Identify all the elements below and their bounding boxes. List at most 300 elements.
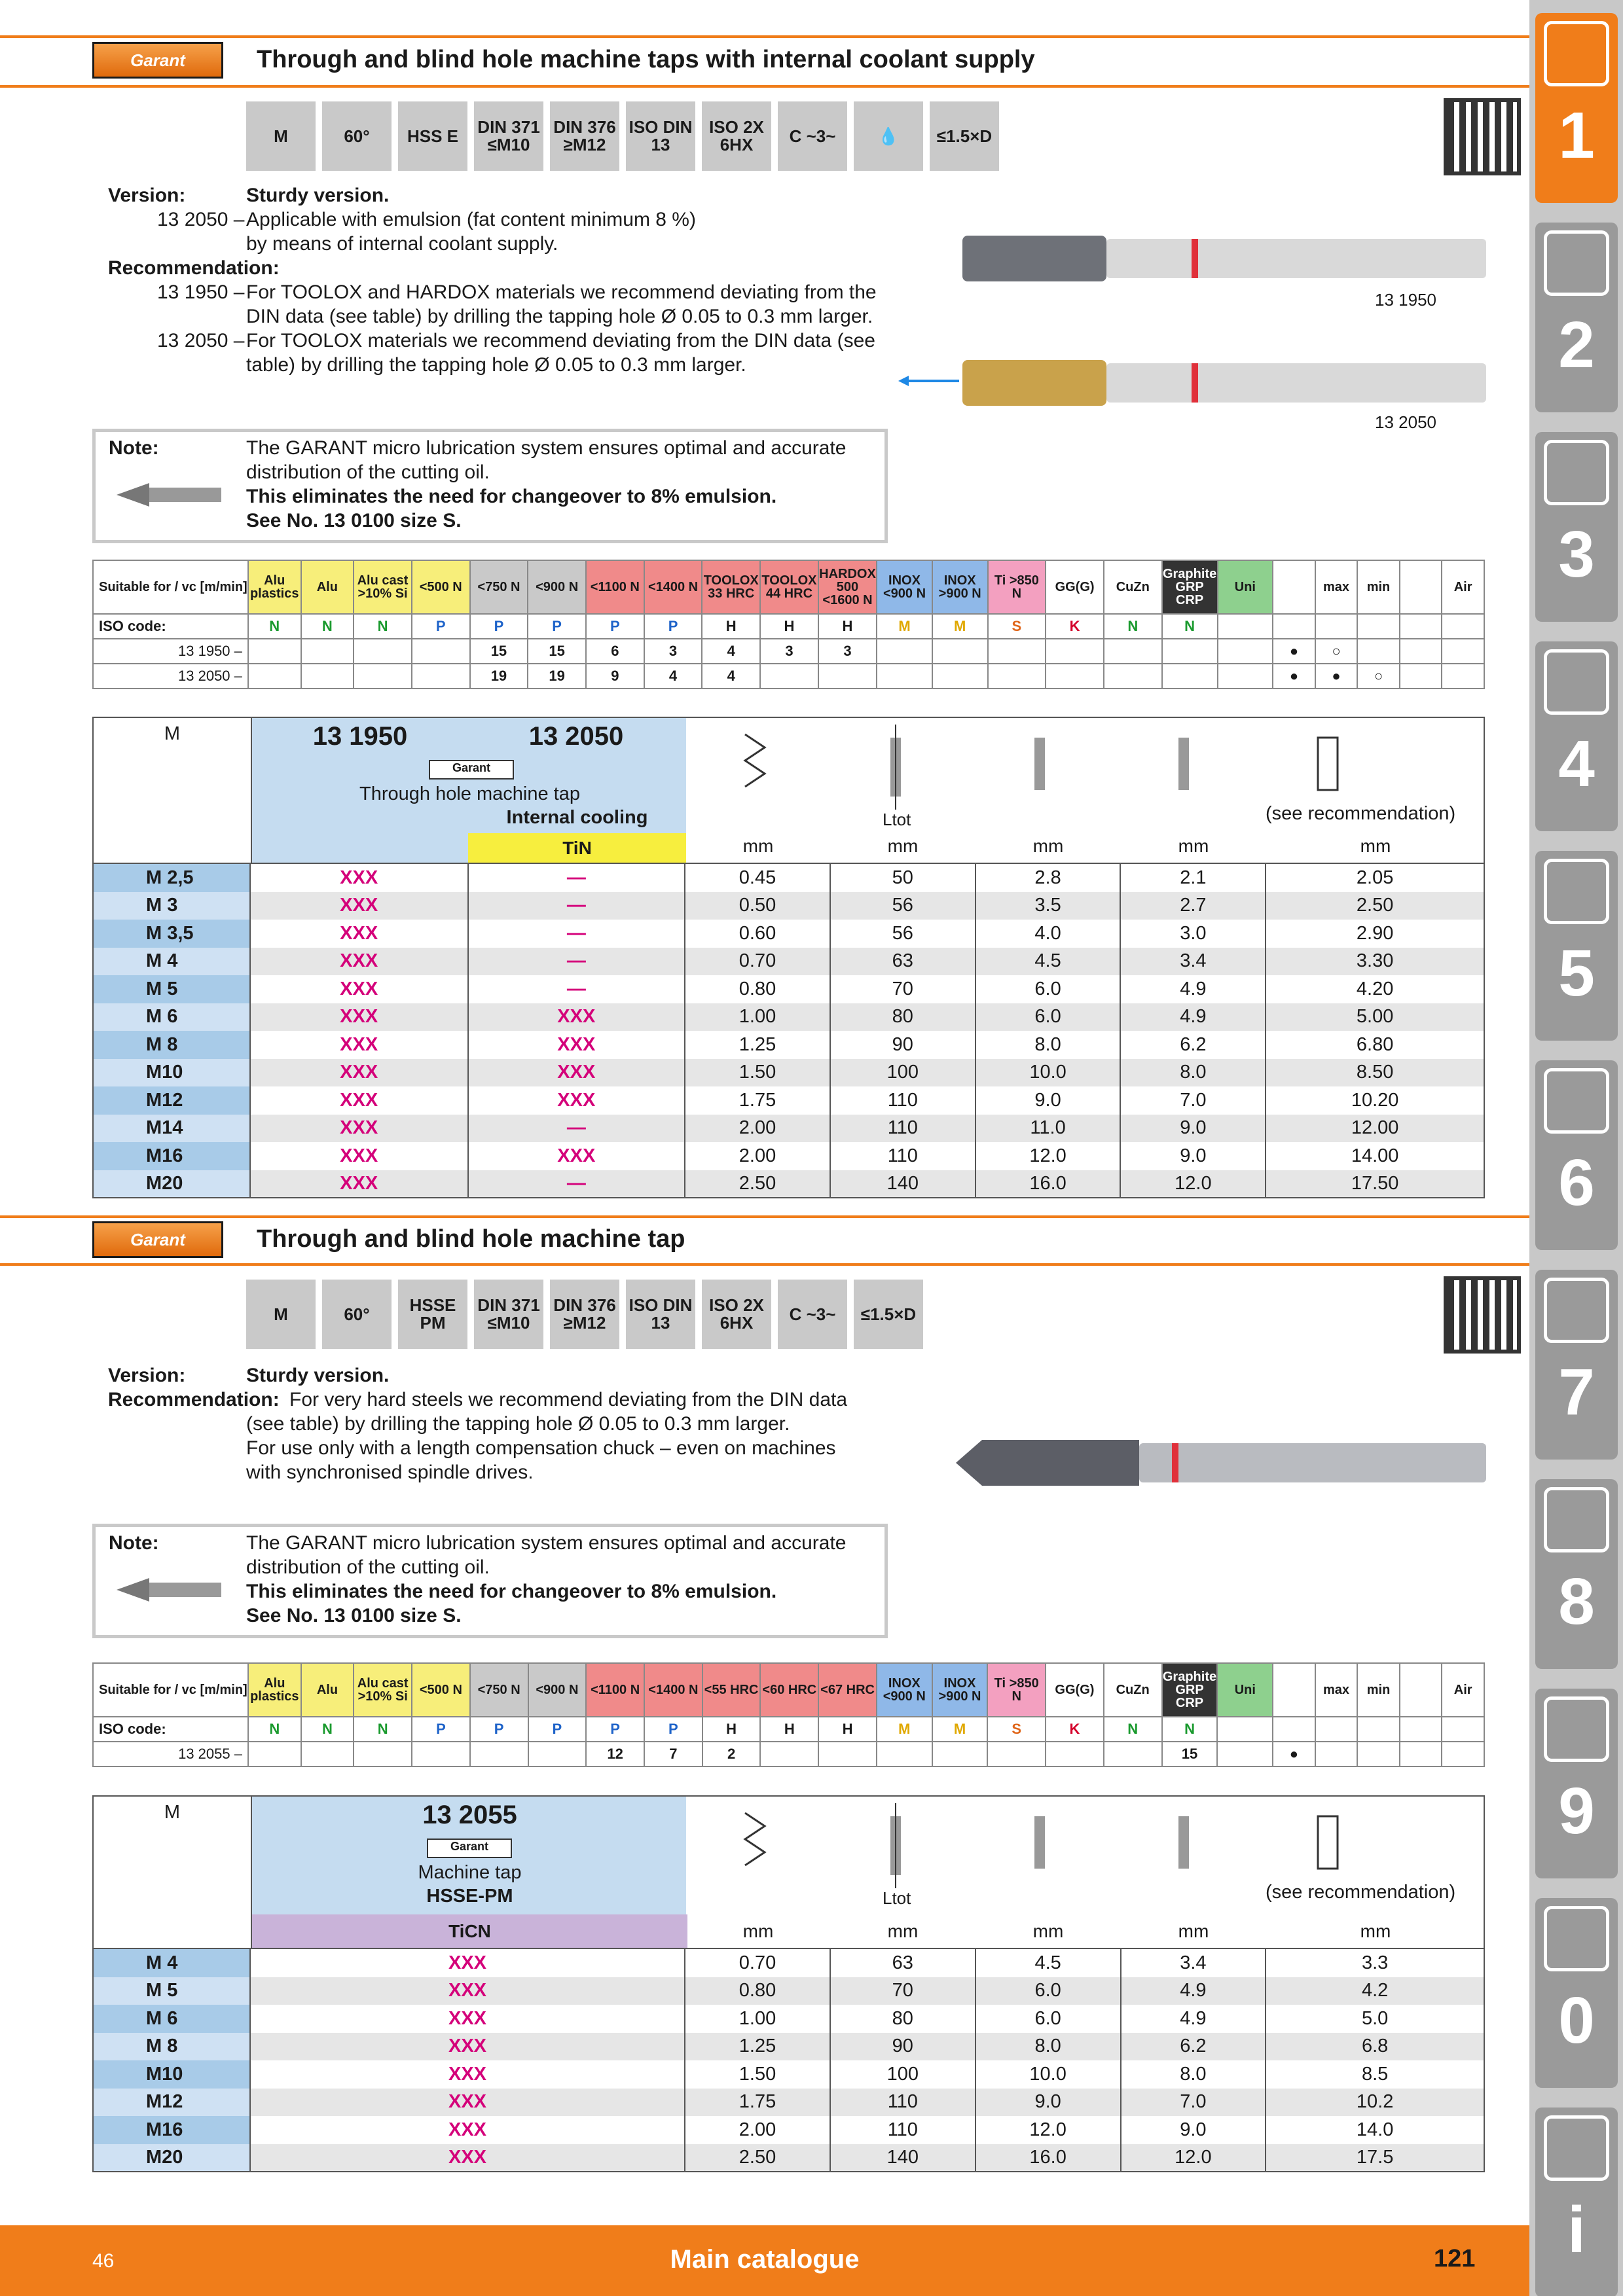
chapter-icon	[1544, 1278, 1609, 1343]
iso-row	[93, 1717, 1484, 1742]
m2-cell: 6.0	[976, 1977, 1121, 2005]
m1-cell: XXX	[468, 1031, 685, 1059]
m1-cell: 4.9	[1120, 975, 1266, 1003]
m1-cell: M16	[93, 1142, 250, 1170]
m2-cell: 1.50	[685, 2060, 830, 2089]
unit2-5: mm	[1360, 1921, 1391, 1941]
m1-cell: 2.1	[1120, 864, 1266, 892]
m2-cell: 4.9	[1121, 2005, 1266, 2033]
qr-code-icon	[1444, 98, 1521, 175]
s1-iso-row-cell: H	[760, 614, 818, 639]
m1-cell: XXX	[250, 1031, 468, 1059]
s2-iso-row-cell: N	[248, 1717, 301, 1742]
m2-cell: 9.0	[976, 2089, 1121, 2117]
m1-cell: 9.0	[976, 1086, 1121, 1115]
m2-cell: M 5	[93, 1977, 250, 2005]
s2-vc-row-cell	[301, 1742, 354, 1767]
m1-cell: M 3	[93, 892, 250, 920]
m2-cell: 12.0	[1121, 2144, 1266, 2172]
m2-cell: XXX	[250, 1977, 685, 2005]
s2-iso-row-cell: P	[528, 1717, 587, 1742]
s1-vc-row-cell	[301, 639, 354, 664]
img2-label: 13 2050	[1375, 412, 1436, 432]
lubrication-nozzle-icon	[110, 471, 228, 524]
s2-iso-row-cell: P	[644, 1717, 702, 1742]
s1-suit-head-cell: Air	[1442, 560, 1484, 614]
s2-vc-row-cell	[818, 1742, 877, 1767]
chapter-number: 9	[1558, 1774, 1595, 1848]
m1-cell: 7.0	[1120, 1086, 1266, 1115]
iso-din13-icon-2: ISO DIN 13	[626, 1280, 695, 1349]
m2-cell: XXX	[250, 2144, 685, 2172]
chamfer-icon-2: C ~3~	[778, 1280, 847, 1349]
tap-drill-icon-2	[1308, 1803, 1347, 1875]
m2-cell: 0.70	[685, 1949, 830, 1977]
thread-m-icon-2: M	[246, 1280, 316, 1349]
m1-cell: XXX	[250, 1086, 468, 1115]
tap2-ring	[1192, 363, 1198, 403]
m1-cell: 17.50	[1266, 1170, 1484, 1198]
m2-cell: 2.50	[685, 2144, 830, 2172]
m1-cell: M12	[93, 1086, 250, 1115]
main-table-2	[92, 1949, 1485, 2172]
m2-cell: 3.3	[1266, 1949, 1484, 1977]
s2-suit-head-cell: Suitable for / vc [m/min]	[93, 1663, 248, 1717]
s2-vc-row-cell: 15	[1162, 1742, 1218, 1767]
thread-length-icon-2	[1027, 1803, 1053, 1875]
unit-1: mm	[742, 836, 774, 856]
shank-diameter-icon-2	[1171, 1803, 1197, 1875]
s1-vc-row-cell: 4	[644, 664, 702, 689]
main-table-1-header	[92, 717, 1485, 864]
m2-cell: M 6	[93, 2005, 250, 2033]
section2-title-rule	[0, 1263, 1529, 1266]
m1-cell: XXX	[250, 864, 468, 892]
m1-cell: M 4	[93, 948, 250, 976]
din376-icon: DIN 376 ≥M12	[550, 101, 619, 171]
m1-cell: 16.0	[976, 1170, 1121, 1198]
s1-iso-row-cell: P	[528, 614, 586, 639]
s2-vc-row-cell	[932, 1742, 988, 1767]
s2-vc-row-cell	[1046, 1742, 1104, 1767]
m2-cell: 6.2	[1121, 2033, 1266, 2061]
s2-suit-head-cell: CuZn	[1104, 1663, 1162, 1717]
s1-vc-row-cell: 4	[702, 639, 760, 664]
m1-cell: 14.00	[1266, 1142, 1484, 1170]
main-table-2-header	[92, 1795, 1485, 1949]
m2-cell: 80	[830, 2005, 976, 2033]
m1-cell: —	[468, 892, 685, 920]
qr-code-icon-2	[1444, 1276, 1521, 1354]
m2-cell: 16.0	[976, 2144, 1121, 2172]
s2-vc-row-cell	[1442, 1742, 1484, 1767]
art-mat: HSSE-PM	[426, 1886, 513, 1907]
garant-logo: Garant	[92, 42, 223, 79]
m1-cell: —	[468, 1115, 685, 1143]
rec-line4: with synchronised spindle drives.	[246, 1462, 534, 1483]
s1-suit-head-cell: CuZn	[1104, 560, 1162, 614]
tap1-thread	[962, 236, 1106, 281]
m1-cell: 10.20	[1266, 1086, 1484, 1115]
m1-cell: 63	[830, 948, 976, 976]
s1-iso-row-cell: N	[354, 614, 412, 639]
m2-cell: 4.5	[976, 1949, 1121, 1977]
section1-title: Through and blind hole machine taps with internal coolant supply	[257, 46, 1035, 73]
recommendation-label: Recommendation:	[108, 257, 280, 279]
angle-60-icon: 60°	[322, 101, 392, 171]
unit-5: mm	[1360, 836, 1391, 856]
chamfer-icon: C ~3~	[778, 101, 847, 171]
chapter-icon	[1544, 1906, 1609, 1971]
s2-vc-row-cell: 12	[586, 1742, 644, 1767]
m1-cell: 12.0	[976, 1142, 1121, 1170]
chapter-icon	[1544, 230, 1609, 296]
vc-row	[93, 1742, 1484, 1767]
m1-cell: 3.5	[976, 892, 1121, 920]
hsse-icon: HSS E	[398, 101, 467, 171]
m1-cell: 4.9	[1120, 1003, 1266, 1031]
s1-vc-row-cell	[1400, 639, 1442, 664]
s2-vc-row-cell	[248, 1742, 301, 1767]
m2-cell: 140	[830, 2144, 976, 2172]
m2-cell: 5.0	[1266, 2005, 1484, 2033]
s1-suit-head-cell: TOOLOX 33 HRC	[702, 560, 760, 614]
m1-cell: XXX	[250, 975, 468, 1003]
m1-cell: XXX	[250, 1003, 468, 1031]
m2-cell: XXX	[250, 2005, 685, 2033]
m1-cell: M20	[93, 1170, 250, 1198]
m1-cell: 110	[830, 1142, 976, 1170]
version-text: Sturdy version.	[246, 185, 390, 206]
s2-vc-row-cell	[1357, 1742, 1400, 1767]
m2-cell: M20	[93, 2144, 250, 2172]
s1-vc-row-cell	[760, 664, 818, 689]
s2-suit-head-cell: INOX >900 N	[932, 1663, 988, 1717]
section2-icon-strip	[246, 1280, 934, 1349]
cooling-label: Internal cooling	[506, 807, 648, 828]
s1-suit-head-cell	[1273, 560, 1315, 614]
note2-line4: See No. 13 0100 size S.	[246, 1605, 462, 1626]
s2-iso-row-cell: K	[1046, 1717, 1104, 1742]
chapter-tab-9[interactable]	[1535, 1689, 1618, 1878]
s1-suit-head-cell: <1400 N	[644, 560, 702, 614]
chapter-number: 5	[1558, 937, 1595, 1010]
coating-tin: TiN	[468, 833, 686, 863]
ltot-label-2: Ltot	[883, 1888, 911, 1908]
s2-iso-row-cell	[1315, 1717, 1358, 1742]
m2-cell: 90	[830, 2033, 976, 2061]
s1-vc-row-cell	[1218, 639, 1273, 664]
m1-cell: 0.80	[685, 975, 830, 1003]
s2-iso-row-cell: N	[301, 1717, 354, 1742]
m1-cell: M 2,5	[93, 864, 250, 892]
m2-cell: 70	[830, 1977, 976, 2005]
chapter-tab-0[interactable]	[1535, 1898, 1618, 2088]
note2-line2: distribution of the cutting oil.	[246, 1556, 490, 1578]
s1-suit-head-cell	[1400, 560, 1442, 614]
chapter-number: i	[1567, 2193, 1586, 2267]
iso-row	[93, 614, 1484, 639]
table-row	[93, 1003, 1484, 1031]
s1-iso-row-cell: P	[412, 614, 470, 639]
m2-cell: XXX	[250, 2060, 685, 2089]
thread-pitch-icon	[739, 728, 778, 800]
recommendation-label-2: Recommendation:	[108, 1389, 280, 1410]
s1-vc-row-cell	[1218, 664, 1273, 689]
s1-iso-row-cell: S	[988, 614, 1046, 639]
s1-suit-head-cell: <900 N	[528, 560, 586, 614]
section1-icon-strip	[246, 101, 1012, 171]
m1-cell: XXX	[250, 1170, 468, 1198]
s2-vc-row-cell	[354, 1742, 412, 1767]
version-line1: Applicable with emulsion (fat content minimum 8 %)	[246, 209, 696, 230]
iso2x-icon: ISO 2X 6HX	[702, 101, 771, 171]
s2-iso-row-cell: H	[760, 1717, 818, 1742]
s1-vc-row-cell: 19	[470, 664, 528, 689]
s1-vc-row-cell	[1400, 664, 1442, 689]
s2-iso-row-cell	[1400, 1717, 1442, 1742]
tap1-ring	[1192, 239, 1198, 278]
chapter-icon	[1544, 21, 1609, 86]
version-line2: by means of internal coolant supply.	[246, 233, 558, 255]
m1-cell: M 5	[93, 975, 250, 1003]
s2-suit-head-cell: <1100 N	[586, 1663, 644, 1717]
m2-cell: 1.25	[685, 2033, 830, 2061]
m1-cell: —	[468, 920, 685, 948]
s1-vc-row-cell: 3	[818, 639, 877, 664]
m2-cell: 10.0	[976, 2060, 1121, 2089]
note-label-2: Note:	[109, 1532, 159, 1554]
s1-vc-row-cell	[354, 639, 412, 664]
rec1-line2: DIN data (see table) by drilling the tapping hole Ø 0.05 to 0.3 mm larger.	[246, 306, 873, 327]
tap1-shank	[1106, 239, 1486, 278]
s1-vc-row-cell: 3	[644, 639, 702, 664]
m2-cell: 6.8	[1266, 2033, 1484, 2061]
s1-vc-row-cell	[301, 664, 354, 689]
s1-iso-row-cell	[1400, 614, 1442, 639]
m1-cell: 11.0	[976, 1115, 1121, 1143]
suitability-table-1	[92, 560, 1485, 689]
s1-suit-head-cell: Suitable for / vc [m/min]	[93, 560, 248, 614]
s1-vc-row-cell	[248, 639, 301, 664]
table-row	[93, 1170, 1484, 1198]
tap-images	[897, 229, 1493, 439]
s1-vc-row-cell: ○	[1315, 639, 1358, 664]
s1-vc-row-cell: ○	[1357, 664, 1400, 689]
m1-cell: XXX	[468, 1059, 685, 1087]
s1-vc-row-cell	[1046, 664, 1104, 689]
m-header: M	[164, 723, 181, 744]
m1-cell: M10	[93, 1059, 250, 1087]
chapter-tab-3[interactable]	[1535, 432, 1618, 622]
s1-vc-row-cell: 3	[760, 639, 818, 664]
tap-drill-icon	[1308, 725, 1347, 797]
m2-cell: 110	[830, 2089, 976, 2117]
m2-cell: 8.5	[1266, 2060, 1484, 2089]
m1-cell: 90	[830, 1031, 976, 1059]
m2-cell: 1.00	[685, 2005, 830, 2033]
chapter-tab-7[interactable]	[1535, 1270, 1618, 1460]
s2-vc-row-cell	[760, 1742, 818, 1767]
rec1-line1: For TOOLOX and HARDOX materials we recommend deviating from the	[246, 281, 877, 303]
s1-vc-row-cell	[988, 664, 1046, 689]
s2-iso-row-cell	[1217, 1717, 1273, 1742]
m2-cell: 2.00	[685, 2116, 830, 2144]
rec2-line2: table) by drilling the tapping hole Ø 0.05 to 0.3 mm larger.	[246, 354, 746, 376]
m2-cell: 0.80	[685, 1977, 830, 2005]
m1-cell: 56	[830, 920, 976, 948]
m1-cell: —	[468, 1170, 685, 1198]
m2-cell: 1.75	[685, 2089, 830, 2117]
m1-cell: 2.05	[1266, 864, 1484, 892]
table-row	[93, 1142, 1484, 1170]
m1-cell: XXX	[250, 1059, 468, 1087]
suit-head	[93, 1663, 1484, 1717]
din371-icon-2: DIN 371 ≤M10	[474, 1280, 543, 1349]
table-row	[93, 920, 1484, 948]
s1-vc-row-cell	[932, 664, 988, 689]
s2-suit-head-cell: Alu plastics	[248, 1663, 301, 1717]
s1-iso-row-cell	[1273, 614, 1315, 639]
depth-icon-2: ≤1.5×D	[854, 1280, 923, 1349]
art-desc: Through hole machine tap	[359, 783, 580, 804]
chapter-tab-8[interactable]	[1535, 1479, 1618, 1669]
rec2-line1: For TOOLOX materials we recommend deviating from the DIN data (see	[246, 330, 875, 351]
article-header-block	[251, 718, 686, 863]
chapter-tab-4[interactable]	[1535, 641, 1618, 831]
m1-cell: M 8	[93, 1031, 250, 1059]
chapter-tab-5[interactable]	[1535, 851, 1618, 1041]
m1-cell: 70	[830, 975, 976, 1003]
s1-iso-row-cell	[1357, 614, 1400, 639]
m1-cell: XXX	[250, 892, 468, 920]
s1-vc-row-cell	[877, 664, 932, 689]
shank-diameter-icon	[1171, 725, 1197, 797]
s2-suit-head-cell: max	[1315, 1663, 1358, 1717]
m1-cell: 5.00	[1266, 1003, 1484, 1031]
m1-cell: 4.0	[976, 920, 1121, 948]
s1-suit-head-cell: Graphite GRP CRP	[1162, 560, 1218, 614]
table-row	[93, 948, 1484, 976]
dim-headers	[686, 718, 1485, 863]
s1-vc-row-cell: 13 2050 –	[93, 664, 248, 689]
m1-cell: 12.00	[1266, 1115, 1484, 1143]
table-row	[93, 2089, 1484, 2117]
s1-vc-row-cell: ●	[1315, 664, 1358, 689]
angle-60-icon-2: 60°	[322, 1280, 392, 1349]
s2-suit-head-cell: <1400 N	[644, 1663, 702, 1717]
s1-vc-row-cell	[412, 639, 470, 664]
table-row	[93, 1949, 1484, 1977]
m2-cell: 4.9	[1121, 1977, 1266, 2005]
table-row	[93, 2005, 1484, 2033]
m2-cell: 4.2	[1266, 1977, 1484, 2005]
note-box-1	[92, 429, 888, 543]
s2-suit-head-cell: <60 HRC	[760, 1663, 818, 1717]
m1-cell: 3.30	[1266, 948, 1484, 976]
version-label: Version:	[108, 185, 186, 206]
s1-iso-row-cell: N	[1162, 614, 1218, 639]
m2-cell: 7.0	[1121, 2089, 1266, 2117]
article-header-block-2	[251, 1797, 686, 1948]
s1-iso-row-cell: N	[1104, 614, 1162, 639]
s1-vc-row-cell: 19	[528, 664, 586, 689]
m1-cell: 2.00	[685, 1115, 830, 1143]
m1-cell: 0.70	[685, 948, 830, 976]
m2-cell: XXX	[250, 1949, 685, 1977]
s1-iso-row-cell: M	[877, 614, 932, 639]
m1-cell: 110	[830, 1115, 976, 1143]
chapter-number: 3	[1558, 518, 1595, 591]
s1-vc-row-cell: 9	[586, 664, 644, 689]
s1-suit-head-cell: Uni	[1218, 560, 1273, 614]
s2-iso-row-cell: ISO code:	[93, 1717, 248, 1742]
s2-suit-head-cell	[1400, 1663, 1442, 1717]
rec-line3: For use only with a length compensation chuck – even on machines	[246, 1437, 836, 1459]
m1-cell: 8.50	[1266, 1059, 1484, 1087]
m1-cell: M14	[93, 1115, 250, 1143]
m1-cell: 110	[830, 1086, 976, 1115]
table-row	[93, 1059, 1484, 1087]
m1-cell: 0.60	[685, 920, 830, 948]
m1-cell: 1.75	[685, 1086, 830, 1115]
unit2-2: mm	[887, 1921, 919, 1941]
m1-cell: 6.0	[976, 1003, 1121, 1031]
s2-vc-row-cell	[987, 1742, 1046, 1767]
s1-vc-row-cell: ●	[1273, 664, 1315, 689]
img1-label: 13 1950	[1375, 290, 1436, 310]
coating-ticn: TiCN	[252, 1914, 687, 1948]
m1-cell: 12.0	[1120, 1170, 1266, 1198]
s1-suit-head-cell: Alu cast >10% Si	[354, 560, 412, 614]
chapter-number: 8	[1558, 1565, 1595, 1638]
s1-suit-head-cell: <750 N	[470, 560, 528, 614]
m2-cell: 100	[830, 2060, 976, 2089]
s2-iso-row-cell: M	[877, 1717, 932, 1742]
s2-iso-row-cell: N	[1162, 1717, 1218, 1742]
s1-vc-row-cell	[818, 664, 877, 689]
s2-vc-row-cell	[412, 1742, 470, 1767]
unit2-4: mm	[1178, 1921, 1209, 1941]
m2-cell: M16	[93, 2116, 250, 2144]
chapter-tab-6[interactable]	[1535, 1060, 1618, 1250]
suitability-table-2	[92, 1662, 1485, 1767]
chapter-number: 1	[1558, 99, 1595, 172]
s1-vc-row-cell	[932, 639, 988, 664]
m1-cell: M 3,5	[93, 920, 250, 948]
see-rec-2: (see recommendation)	[1266, 1882, 1456, 1903]
s2-iso-row-cell: H	[818, 1717, 877, 1742]
m1-cell: 1.00	[685, 1003, 830, 1031]
m1-cell: 4.20	[1266, 975, 1484, 1003]
din371-icon: DIN 371 ≤M10	[474, 101, 543, 171]
chapter-tab-i[interactable]	[1535, 2108, 1618, 2296]
s2-vc-row-cell	[470, 1742, 528, 1767]
see-rec: (see recommendation)	[1266, 803, 1456, 824]
tap2-thread	[962, 360, 1106, 406]
s2-suit-head-cell: Ti >850 N	[987, 1663, 1046, 1717]
garant-mini-logo: Garant	[429, 760, 514, 780]
depth-icon: ≤1.5×D	[930, 101, 999, 171]
m2-cell: 110	[830, 2116, 976, 2144]
table-row	[93, 1115, 1484, 1143]
m2-cell: 12.0	[976, 2116, 1121, 2144]
chapter-tab-2[interactable]	[1535, 223, 1618, 412]
chapter-tab-1[interactable]	[1535, 13, 1618, 203]
m2-cell: XXX	[250, 2089, 685, 2117]
s2-iso-row-cell	[1442, 1717, 1484, 1742]
m2-cell: XXX	[250, 2116, 685, 2144]
